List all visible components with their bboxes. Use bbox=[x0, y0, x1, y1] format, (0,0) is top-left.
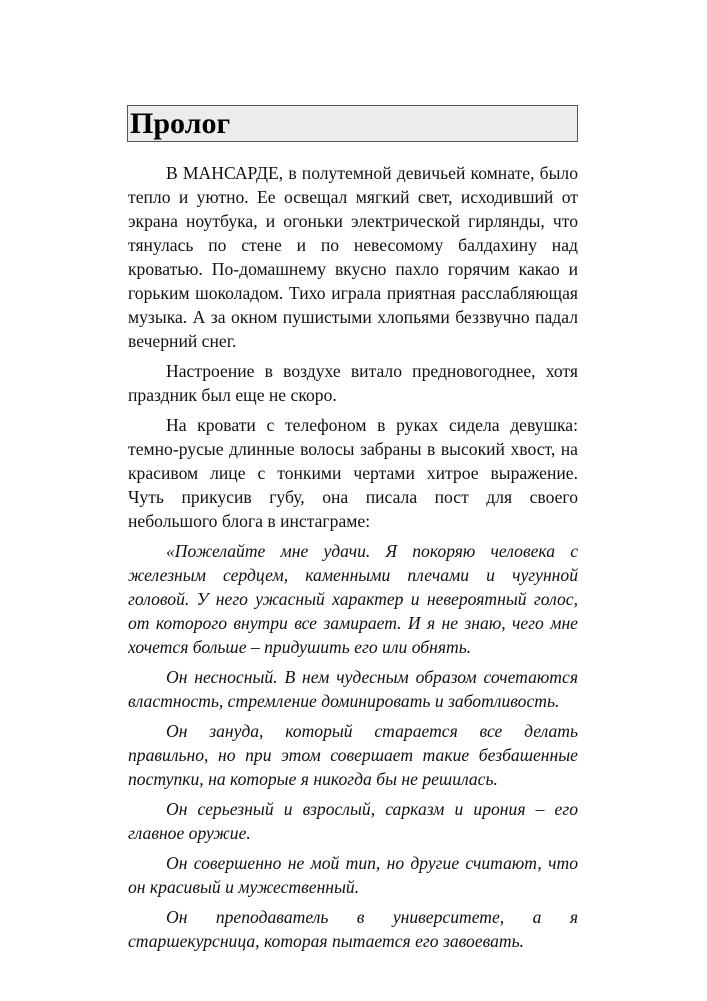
chapter-title: Пролог bbox=[130, 107, 231, 140]
paragraph bbox=[128, 665, 578, 713]
text-line: В МАНСАРДЕ, в полутемной девичьей комнате, было bbox=[166, 163, 578, 183]
text-line: властность, стремление доминировать и заботливость. bbox=[128, 691, 560, 711]
text-line: музыка. А за окном пушистыми хлопьями беззвучно падал bbox=[128, 307, 578, 327]
text-line: хочется больше – придушить его или обнять. bbox=[128, 637, 472, 657]
text-line: красивом лице с тонкими чертами хитрое выражение. bbox=[128, 463, 578, 483]
paragraph bbox=[128, 719, 578, 791]
text-line: от которого внутри все замирает. И я не знаю, чего мне bbox=[128, 613, 578, 633]
text-line: головой. У него ужасный характер и невероятный голос, bbox=[128, 589, 578, 609]
text-line: вечерний снег. bbox=[128, 331, 237, 351]
text-line: он красивый и мужественный. bbox=[128, 877, 360, 897]
text-line: тянулась по стене и по невесомому балдахину над bbox=[128, 235, 578, 255]
paragraph bbox=[128, 359, 578, 407]
text-line: темно-русые длинные волосы забраны в высокий хвост, на bbox=[128, 439, 578, 459]
document-body bbox=[128, 161, 578, 959]
text-line: экрана ноутбука, и огоньки электрической гирлянды, что bbox=[128, 211, 578, 231]
text-line: кроватью. По-домашнему вкусно пахло горячим какао и bbox=[128, 259, 578, 279]
text-line: Он зануда, который старается все делать bbox=[166, 721, 578, 741]
paragraph bbox=[128, 851, 578, 899]
text-line: железным сердцем, каменными плечами и чугунной bbox=[128, 565, 578, 585]
text-line: поступки, на которые я никогда бы не решилась. bbox=[128, 769, 498, 789]
paragraph bbox=[128, 161, 578, 353]
text-line: Он совершенно не мой тип, но другие считают, что bbox=[166, 853, 578, 873]
paragraph bbox=[128, 413, 578, 533]
text-line: старшекурсница, которая пытается его завоевать. bbox=[128, 931, 525, 951]
paragraph bbox=[128, 539, 578, 659]
text-line: праздник был еще не скоро. bbox=[128, 385, 337, 405]
text-line: Настроение в воздухе витало предновогоднее, хотя bbox=[166, 361, 578, 381]
text-line: главное оружие. bbox=[128, 823, 251, 843]
text-line: Чуть прикусив губу, она писала пост для своего bbox=[128, 487, 578, 507]
paragraph bbox=[128, 905, 578, 953]
text-line: горьким шоколадом. Тихо играла приятная расслабляющая bbox=[128, 283, 578, 303]
text-line: небольшого блога в инстаграме: bbox=[128, 511, 371, 531]
text-line: правильно, но при этом совершает такие безбашенные bbox=[128, 745, 578, 765]
paragraph bbox=[128, 797, 578, 845]
text-line: «Пожелайте мне удачи. Я покоряю человека с bbox=[166, 541, 578, 561]
text-line: На кровати с телефоном в руках сидела девушка: bbox=[166, 415, 578, 435]
text-line: Он несносный. В нем чудесным образом сочетаются bbox=[166, 667, 578, 687]
text-line: Он преподаватель в университете, а я bbox=[166, 907, 578, 927]
chapter-heading bbox=[127, 105, 578, 142]
text-line: Он серьезный и взрослый, сарказм и ирония – его bbox=[166, 799, 578, 819]
text-line: тепло и уютно. Ее освещал мягкий свет, исходивший от bbox=[128, 187, 578, 207]
